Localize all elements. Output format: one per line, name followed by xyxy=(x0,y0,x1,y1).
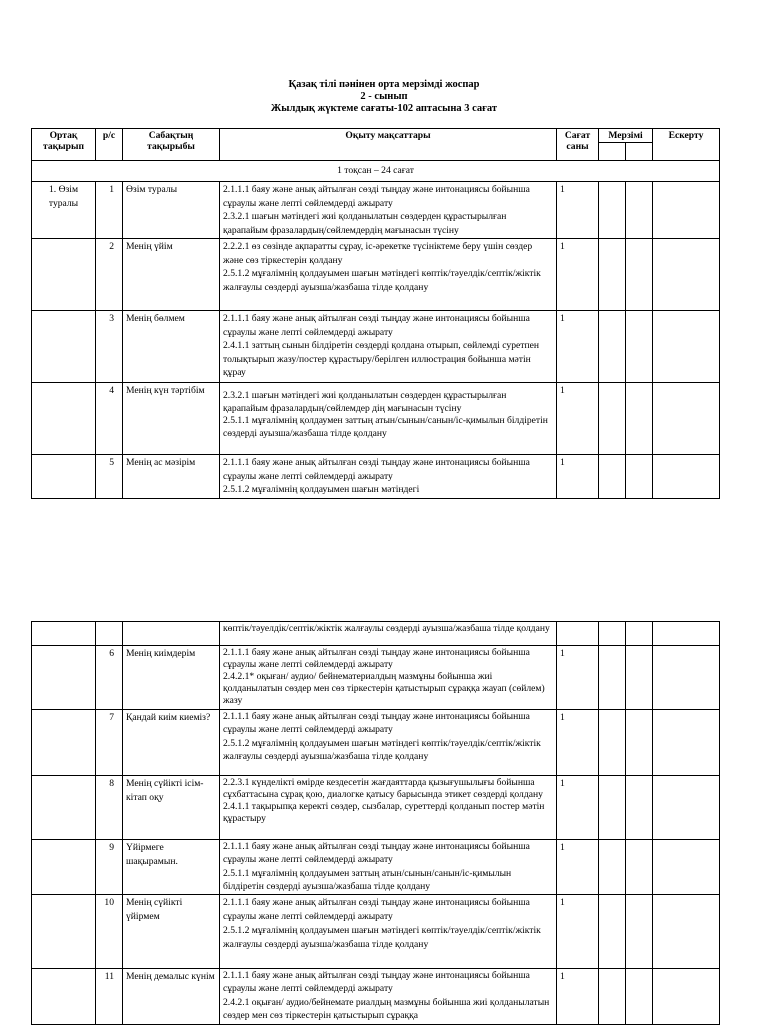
table-header-row xyxy=(32,129,720,143)
lesson-cell xyxy=(123,622,220,646)
lesson-cell: Менің демалыс күнім xyxy=(123,969,220,1025)
table-row xyxy=(32,895,720,969)
num-cell: 6 xyxy=(96,646,123,710)
col-header-deadline: Мерзімі xyxy=(599,129,653,143)
goal-text: 2.5.1.2 мұғалімнің қолдауымен шағын мәтіндегі көптік/тәуелдік/септік/жіктік жалғаулы сөздерді ауызша/жазбаша тілде қолдану xyxy=(223,738,541,762)
lesson-cell: Қандай киім киеміз? xyxy=(123,710,220,776)
goal-text: 2.4.1.1 тақырыпқа керекті сөздер, сызбалар, суреттерді қолданып постер мәтін құрастыру xyxy=(223,801,545,824)
table-row xyxy=(32,646,720,710)
table-row xyxy=(32,710,720,776)
goal-text: 2.4.2.1* оқыған/ аудио/ бейнематериалдың мазмұны бойынша жиі қолданылатын сөздер мен сөз тіркестерін қатыстырып сұраққа жауап (сөйлем) жазу xyxy=(223,671,545,706)
goal-text: 2.1.1.1 баяу және анық айтылған сөзді тыңдау және интонациясы бойынша сұраулы және лепті сөйлемдерді ажырату xyxy=(223,897,530,922)
num-cell: 9 xyxy=(96,840,123,895)
goal-text: 2.1.1.1 баяу және анық айтылған сөзді тыңдау және интонациясы бойынша сұраулы және лепті сөйлемдерді ажырату xyxy=(223,970,530,994)
goal-text: 2.2.3.1 күнделікті өмірде кездесетін жағдаяттарда қызығушылығы бойынша сұхбаттасына сұрақ қою, диалогке қатысу барысында этикет сөздерді қолдану xyxy=(223,777,543,800)
goals-cell xyxy=(220,776,557,840)
lesson-cell: Үйірмеге шақырамын. xyxy=(123,840,220,895)
col-header-num: р/с xyxy=(96,129,123,161)
table-row xyxy=(32,969,720,1025)
goal-text: көптік/тәуелдік/септік/жіктік жалғаулы сөздерді ауызша/жазбаша тілде қолдану xyxy=(223,623,550,634)
plan-table xyxy=(31,128,720,499)
goals-cell xyxy=(220,646,557,710)
plan-table-continued xyxy=(31,621,720,1025)
hours-cell: 1 xyxy=(557,455,599,499)
goal-text: 2.4.2.1 оқыған/ аудио/бейнемате риалдың мазмұны бойынша жиі қолданылатын сөздер мен сөз тіркестерін қатыстырып сұраққа xyxy=(223,997,550,1021)
hours-cell: 1 xyxy=(557,969,599,1025)
num-cell: 5 xyxy=(96,455,123,499)
table-row xyxy=(32,239,720,311)
num-cell xyxy=(96,622,123,646)
doc-title: Қазақ тілі пәнінен орта мерзімді жоспар xyxy=(288,79,480,90)
table-row xyxy=(32,840,720,895)
table-row xyxy=(32,311,720,383)
hours-cell: 1 xyxy=(557,311,599,383)
goal-text: 2.5.1.2 мұғалімнің қолдауымен шағын мәтіндегі xyxy=(223,484,420,495)
num-cell: 4 xyxy=(96,383,123,455)
goal-text: 2.2.2.1 өз сөзінде ақпаратты сұрау, іс-әрекетке түсініктеме беру үшін сөздер және сөз тіркестерін қолдану xyxy=(223,241,533,266)
goal-text: 2.5.1.2 мұғалімнің қолдауымен шағын мәтіндегі көптік/тәуелдік/септік/жіктік жалғаулы сөздерді ауызша/жазбаша тілде қолдану xyxy=(223,268,541,293)
num-cell: 10 xyxy=(96,895,123,969)
col-header-note: Ескерту xyxy=(653,129,720,161)
col-header-lesson: Сабақтың тақырыбы xyxy=(123,129,220,161)
goals-cell xyxy=(220,622,557,646)
goal-text: 2.4.1.1 заттың сынын білдіретін сөздерді қолдана отырып, сөйлемді суретпен толықтырып жазу/постер құрастыру/берілген иллюстрация бойынша мәтін құрау xyxy=(223,340,539,378)
hours-cell: 1 xyxy=(557,646,599,710)
goal-text: 2.1.1.1 баяу және анық айтылған сөзді тыңдау және интонациясы бойынша сұраулы және лепті сөйлемдерді ажырату xyxy=(223,457,530,482)
goals-cell xyxy=(220,710,557,776)
goal-text: 2.1.1.1 баяу және анық айтылған сөзді тыңдау және интонациясы бойынша сұраулы және лепті сөйлемдерді ажырату xyxy=(223,711,530,735)
col-header-goals: Оқыту мақсаттары xyxy=(220,129,557,161)
goals-cell xyxy=(220,311,557,383)
num-cell: 1 xyxy=(96,182,123,239)
doc-grade: 2 - сынып xyxy=(360,91,408,102)
num-cell: 2 xyxy=(96,239,123,311)
table-row xyxy=(32,182,720,239)
goals-cell xyxy=(220,455,557,499)
lesson-cell: Менің сүйікті үйірмем xyxy=(123,895,220,969)
goals-cell xyxy=(220,840,557,895)
hours-cell: 1 xyxy=(557,182,599,239)
hours-cell xyxy=(557,622,599,646)
num-cell: 11 xyxy=(96,969,123,1025)
lesson-cell: Менің ас мәзірім xyxy=(123,455,220,499)
hours-cell: 1 xyxy=(557,383,599,455)
table-row xyxy=(32,776,720,840)
goals-cell xyxy=(220,239,557,311)
goals-cell xyxy=(220,182,557,239)
col-header-topic: Ортақ тақырып xyxy=(32,129,96,161)
hours-cell: 1 xyxy=(557,710,599,776)
goal-text: 2.5.1.2 мұғалімнің қолдауымен шағын мәтіндегі көптік/тәуелдік/септік/жіктік жалғаулы сөздерді ауызша/жазбаша тілде қолдану xyxy=(223,925,541,950)
goal-text: 2.1.1.1 баяу және анық айтылған сөзді тыңдау және интонациясы бойынша сұраулы және лепті сөйлемдерді ажырату xyxy=(223,841,530,865)
table-row xyxy=(32,622,720,646)
goal-text: 2.1.1.1 баяу және анық айтылған сөзді тыңдау және интонациясы бойынша сұраулы және лепті сөйлемдерді ажырату xyxy=(223,313,530,338)
goals-cell xyxy=(220,895,557,969)
lesson-cell: Менің үйім xyxy=(123,239,220,311)
goal-text: 2.1.1.1 баяу және анық айтылған сөзді тыңдау және интонациясы бойынша сұраулы және лепті сөйлемдерді ажырату xyxy=(223,647,530,670)
lesson-cell: Өзім туралы xyxy=(123,182,220,239)
hours-cell: 1 xyxy=(557,840,599,895)
table-row xyxy=(32,383,720,455)
document-page-2 xyxy=(0,560,768,1024)
num-cell: 8 xyxy=(96,776,123,840)
hours-cell: 1 xyxy=(557,239,599,311)
goals-cell xyxy=(220,383,557,455)
goal-text: 2.3.2.1 шағын мәтіндегі жиі қолданылатын сөздерден құрастырылған қарапайым фразалардың/сөйлемдер дің мағынасын түсіну xyxy=(223,390,507,414)
num-cell: 3 xyxy=(96,311,123,383)
quarter-label: 1 тоқсан – 24 сағат xyxy=(32,161,720,182)
quarter-row xyxy=(32,161,720,182)
lesson-cell: Менің сүйікті ісім-кітап оқу xyxy=(123,776,220,840)
goal-text: 2.5.1.1 мұғалімнің қолдауымен заттың атын/сынын/санын/іс-қимылын білдіретін сөздерді ауызша/жазбаша тілде қолдану xyxy=(223,868,512,892)
hours-cell: 1 xyxy=(557,776,599,840)
col-header-hours: Сағат саны xyxy=(557,129,599,161)
goal-text: 2.3.2.1 шағын мәтіндегі жиі қолданылатын сөздерден құрастырылған қарапайым фразалардың/сөйлемдердің мағынасын түсіну xyxy=(223,211,507,236)
lesson-cell: Менің күн тәртібім xyxy=(123,383,220,455)
goals-cell xyxy=(220,969,557,1025)
lesson-cell: Менің киімдерім xyxy=(123,646,220,710)
num-cell: 7 xyxy=(96,710,123,776)
doc-hours-summary: Жылдық жүктеме сағаты-102 аптасына 3 сағат xyxy=(270,103,498,114)
hours-cell: 1 xyxy=(557,895,599,969)
lesson-cell: Менің бөлмем xyxy=(123,311,220,383)
goal-text: 2.5.1.1 мұғалімнің қолдаумен заттың атын/сынын/санын/іс-қимылын білдіретін сөздерді ауызша/жазбаша тілде қолдану xyxy=(223,415,548,439)
topic-cell: 1. Өзім туралы xyxy=(32,182,96,239)
goal-text: 2.1.1.1 баяу және анық айтылған сөзді тыңдау және интонациясы бойынша сұраулы және лепті сөйлемдерді ажырату xyxy=(223,184,530,209)
table-row xyxy=(32,455,720,499)
